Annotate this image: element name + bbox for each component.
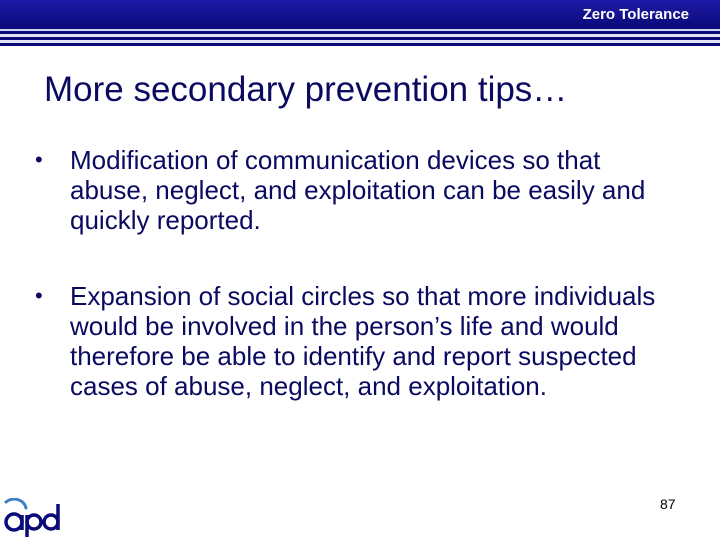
apd-logo	[2, 498, 64, 543]
bullet-item	[32, 281, 672, 401]
bullet-marker: •	[35, 147, 43, 172]
top-banner	[0, 0, 720, 29]
bullet-list	[32, 145, 672, 401]
bullet-text: Expansion of social circles so that more individuals would be involved in the person’s life and would therefore be able to identify and report suspected cases of abuse, neglect, and exploitation.	[70, 281, 656, 401]
header-stripes	[0, 29, 720, 46]
banner-title: Zero Tolerance	[582, 6, 689, 23]
apd-logo-icon	[2, 498, 64, 538]
slide-title: More secondary prevention tips…	[44, 70, 568, 109]
bullet-marker: •	[35, 283, 43, 308]
bullet-text: Modification of communication devices so that abuse, neglect, and exploitation can be easily and quickly reported.	[70, 145, 646, 235]
page-number: 87	[660, 496, 676, 512]
bullet-item	[32, 145, 672, 235]
